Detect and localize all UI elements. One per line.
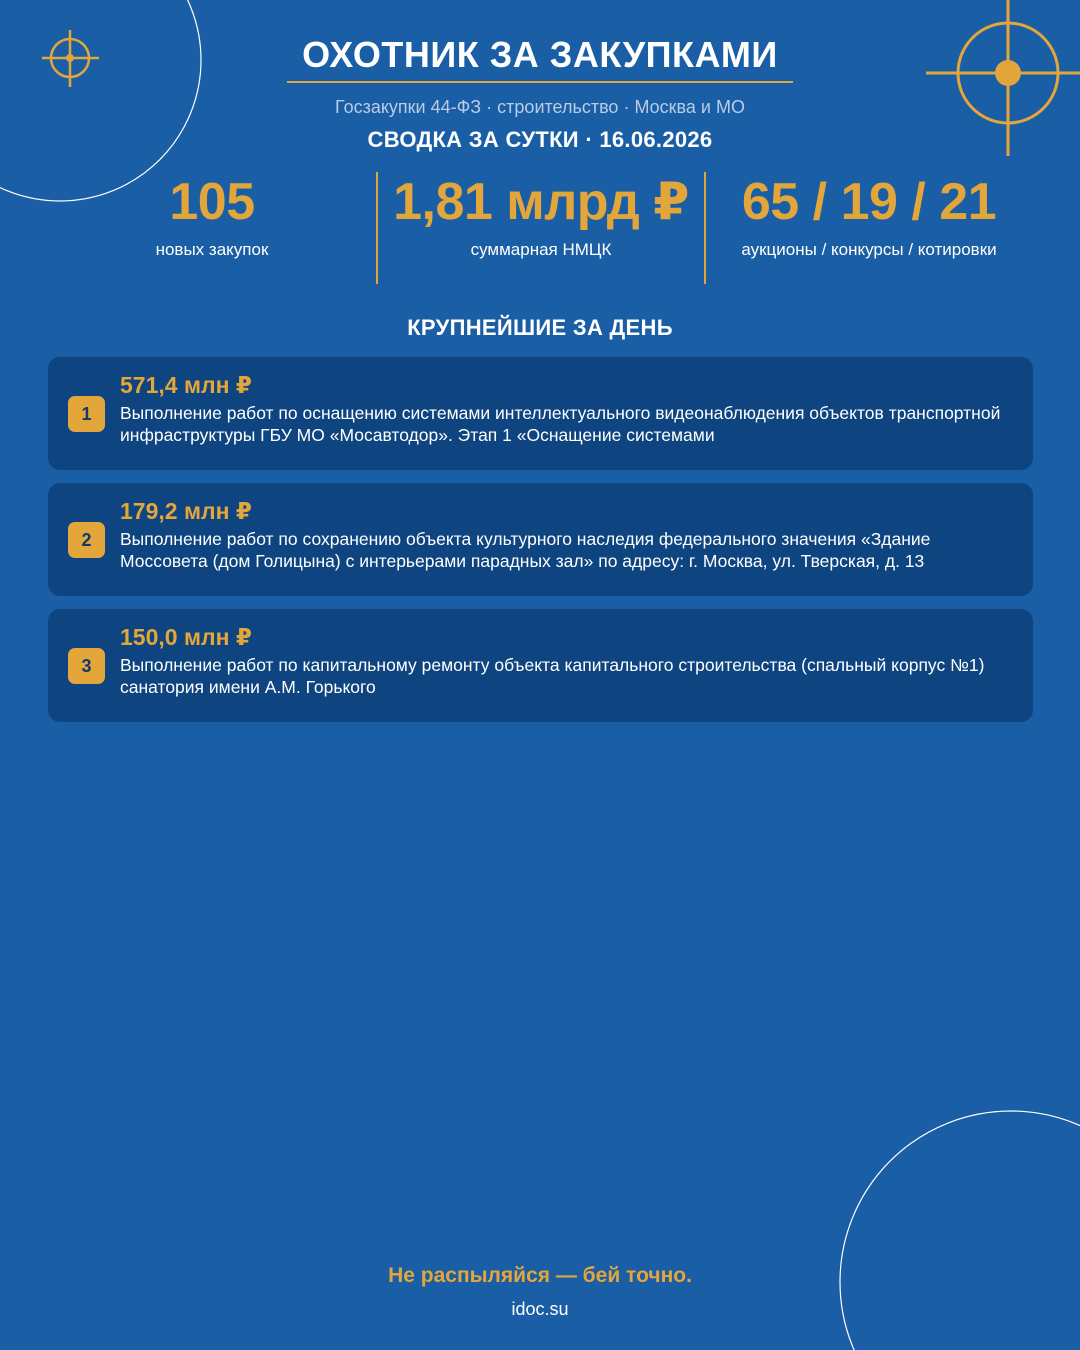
tender-card[interactable] — [48, 483, 1033, 596]
stat-label: аукционы / конкурсы / котировки — [741, 240, 997, 259]
stat-value: 105 — [169, 173, 255, 231]
stat-label: суммарная НМЦК — [470, 240, 612, 259]
tender-description: Выполнение работ по оснащению системами интеллектуального видеонаблюдения объектов транспортной инфраструктуры ГБУ МО «Мосавтодор». Этап 1 «Оснащение системами — [120, 403, 1001, 445]
footer-site-link[interactable]: idoc.su — [511, 1299, 569, 1319]
tender-description: Выполнение работ по сохранению объекта культурного наследия федерального значения «Здание Моссовета (дом Голицына) с интерьерами парадных зал» по адресу: г. Москва, ул. Тверская, д. 13 — [120, 529, 931, 571]
footer-slogan: Не распыляйся — бей точно. — [388, 1264, 692, 1287]
stat-value: 65 / 19 / 21 — [741, 173, 997, 231]
stat-procedure-types — [706, 172, 1032, 260]
stat-total-nmck — [378, 172, 704, 260]
stat-new-purchases — [48, 172, 376, 260]
rank-badge: 1 — [68, 396, 105, 432]
rank-badge: 2 — [68, 522, 105, 558]
stat-value: 1,81 млрд ₽ — [393, 173, 689, 231]
tender-description: Выполнение работ по капитальному ремонту объекта капитального строительства (спальный корпус №1) санатория имени А.М. Горького — [120, 655, 985, 697]
title-underline — [287, 81, 793, 83]
section-title: КРУПНЕЙШИЕ ЗА ДЕНЬ — [407, 315, 673, 340]
tender-card[interactable] — [48, 609, 1033, 722]
rank-badge: 3 — [68, 648, 105, 684]
stats-row — [48, 172, 1032, 284]
page-title: ОХОТНИК ЗА ЗАКУПКАМИ — [302, 34, 778, 75]
tender-card[interactable] — [48, 357, 1033, 470]
tender-amount: 179,2 млн ₽ — [120, 498, 252, 524]
stat-label: новых закупок — [155, 240, 269, 259]
tender-amount: 150,0 млн ₽ — [120, 624, 252, 650]
page-subtitle: Госзакупки 44-ФЗ · строительство · Москва и МО — [335, 97, 745, 117]
tender-amount: 571,4 млн ₽ — [120, 372, 252, 398]
summary-date: СВОДКА ЗА СУТКИ · 16.06.2026 — [367, 127, 713, 152]
